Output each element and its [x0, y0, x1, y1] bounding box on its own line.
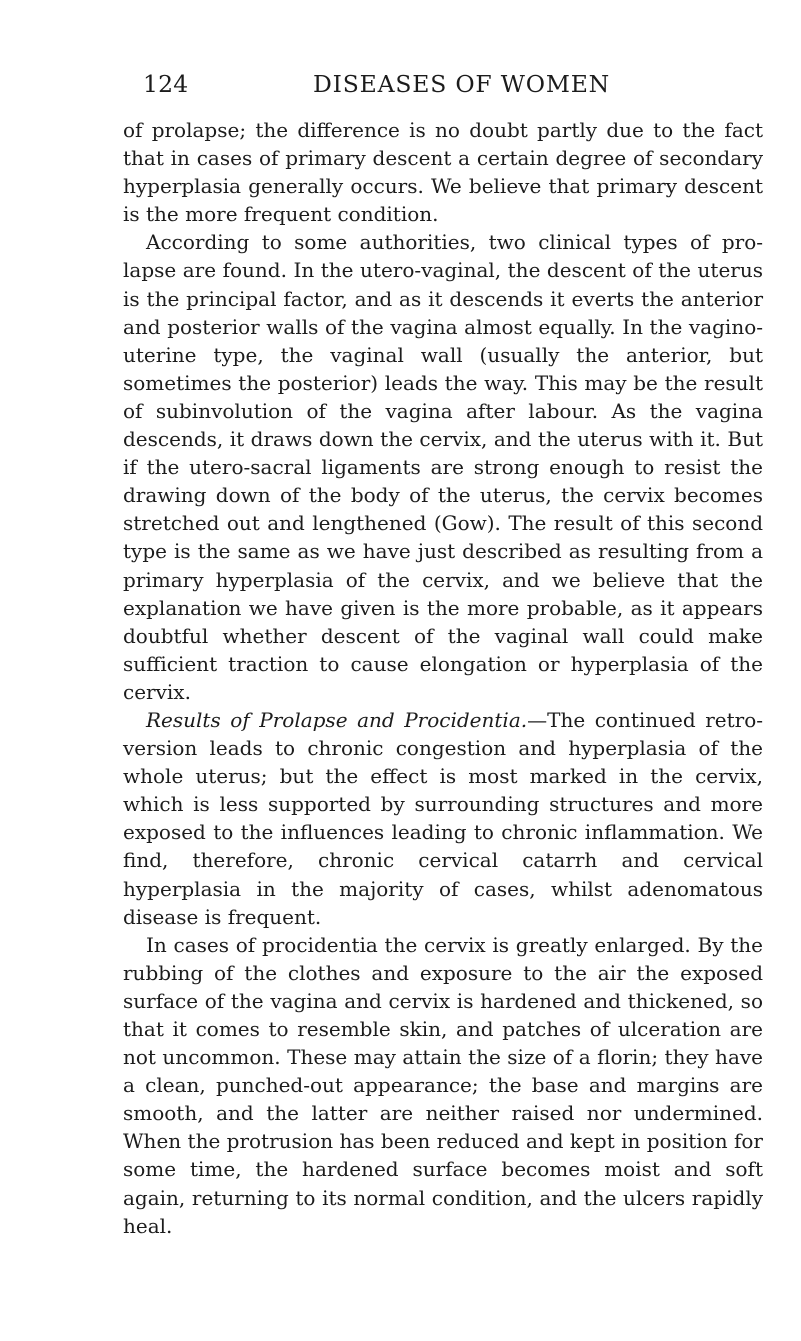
page-number: 124 [143, 70, 189, 98]
paragraph-clinical-types [123, 228, 763, 706]
body-text [123, 116, 763, 1240]
page-header [123, 70, 763, 110]
paragraph-text: According to some authorities, two clinical types of pro-lapse are found. In the utero-vaginal, the descent of the uterus is the principal factor, and as it descends it everts the anterior and posterior walls of the vagina almost equally. In the vagino-uterine type, the vaginal wall (usually the anterior, but sometimes the posterior) leads the way. This may be the result of subinvolution of the vagina after labour. As the vagina descends, it draws down the cervix, and the uterus with it. But if the utero-sacral ligaments are strong enough to resist the drawing down of the body of the uterus, the cervix becomes stretched out and lengthened (Gow). The result of this second type is the same as we have just described as resulting from a primary hyperplasia of the cervix, and we believe that the explanation we have given is the more probable, as it appears doubtful whether descent of the vaginal wall could make sufficient traction to cause elongation or hyperplasia of the cervix. [123, 230, 763, 704]
section-heading: Results of Prolapse and Procidentia. [146, 707, 528, 732]
paragraph-text: —The continued retro-version leads to chronic congestion and hyperplasia of the whole uterus; but the effect is most marked in the cervix, which is less supported by surrounding structures and more exposed to the influences leading to chronic inflammation. We find, therefore, chronic cervical catarrh and cervical hyperplasia in the majority of cases, whilst adenomatous disease is frequent. [123, 707, 763, 929]
paragraph-continued [123, 116, 763, 228]
paragraph-text: of prolapse; the difference is no doubt partly due to the fact that in cases of primary descent a certain degree of secondary hyperplasia generally occurs. We believe that primary descent is the more frequent condition. [123, 118, 763, 227]
paragraph-procidentia [123, 931, 763, 1240]
running-title: DISEASES OF WOMEN [313, 70, 611, 98]
paragraph-results [123, 706, 763, 931]
paragraph-text: In cases of procidentia the cervix is greatly enlarged. By the rubbing of the clothes and exposure to the air the exposed surface of the vagina and cervix is hardened and thickened, so that it comes to resemble skin, and patches of ulceration are not uncommon. These may attain the size of a florin; they have a clean, punched-out appearance; the base and margins are smooth, and the latter are neither raised nor undermined. When the protrusion has been reduced and kept in position for some time, the hardened surface becomes moist and soft again, returning to its normal condition, and the ulcers rapidly heal. [123, 932, 763, 1238]
